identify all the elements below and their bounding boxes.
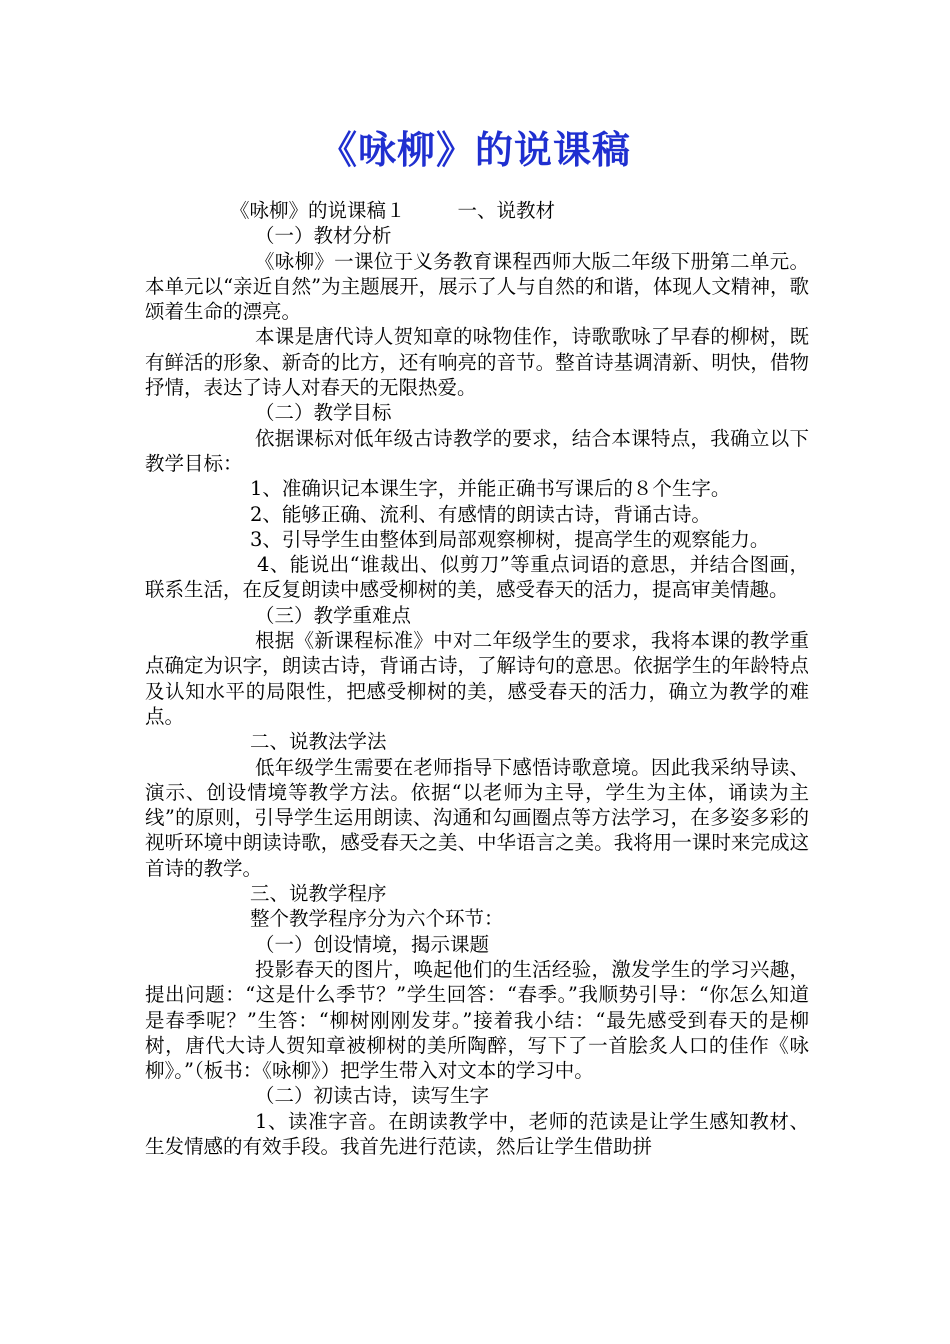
paragraph-step-two: 1、读准字音。在朗读教学中，老师的范读是让学生感知教材、生发情感的有效手段。我首先进行范读，然后让学生借助拼 <box>145 1109 809 1158</box>
paragraph-step-one: 投影春天的图片，唤起他们的生活经验，激发学生的学习兴趣，提出问题：“这是什么季节？”学生回答：“春季。”我顺势引导：“你怎么知道是春季呢？”生答：“柳树刚刚发芽。”接着我小结：“最先感受到春天的是柳树，唐代大诗人贺知章被柳树的美所陶醉，写下了一首脍炙人口的佳作《咏柳》。”（板书：《咏柳》）把学生带入对文本的学习中。 <box>145 957 809 1083</box>
paragraph-key-points-heading: （三）教学重难点 <box>255 603 412 627</box>
lesson-heading-text: 《咏柳》的说课稿１ <box>230 199 406 222</box>
paragraph-key-points: 根据《新课程标准》中对二年级学生的要求，我将本课的教学重点确定为识字，朗读古诗，背诵古诗，了解诗句的意思。依据学生的年龄特点及认知水平的局限性，把感受柳树的美，感受春天的活力，确立为教学的难点。 <box>145 629 809 728</box>
paragraph-teaching-methods: 低年级学生需要在老师指导下感悟诗歌意境。因此我采纳导读、演示、创设情境等教学方法。依据“以老师为主导，学生为主体，诵读为主线”的原则，引导学生运用朗读、沟通和勾画圈点等方法学习，在多姿多彩的视听环境中朗读诗歌，感受春天之美、中华语言之美。我将用一课时来完成这首诗的教学。 <box>145 755 809 880</box>
paragraph-material-analysis: 《咏柳》一课位于义务教育课程西师大版二年级下册第二单元。本单元以“亲近自然”为主题展开，展示了人与自然的和谐，体现人文精神，歌颂着生命的漂亮。 <box>145 249 809 324</box>
paragraph-section-three-heading: 三、说教学程序 <box>250 882 387 906</box>
paragraph-goal-1: 1、准确识记本课生字，并能正确书写课后的８个生字。 <box>250 477 731 501</box>
section-one-heading: 一、说教材 <box>457 199 556 222</box>
paragraph-teaching-goals-intro: 依据课标对低年级古诗教学的要求，结合本课特点，我确立以下教学目标： <box>145 426 809 475</box>
document-title: 《咏柳》的说课稿 <box>318 128 631 172</box>
paragraph-step-one-heading: （一）创设情境，揭示课题 <box>255 932 490 956</box>
paragraph-procedure-intro: 整个教学程序分为六个环节： <box>250 907 504 931</box>
paragraph-teaching-goals-heading: （二）教学目标 <box>255 401 392 425</box>
paragraph-step-two-heading: （二）初读古诗，读写生字 <box>255 1084 490 1108</box>
paragraph-material-analysis-heading: （一）教材分析 <box>255 224 392 248</box>
paragraph-goal-4: 4、能说出“谁裁出、似剪刀”等重点词语的意思，并结合图画，联系生活，在反复朗读中感受柳树的美，感受春天的活力，提高审美情趣。 <box>145 553 809 602</box>
paragraph-goal-3: 3、引导学生由整体到局部观察柳树，提高学生的观察能力。 <box>250 527 770 551</box>
paragraph-lesson-heading <box>145 198 809 223</box>
paragraph-section-two-heading: 二、说教法学法 <box>250 730 387 754</box>
document-body <box>145 198 809 1159</box>
paragraph-goal-2: 2、能够正确、流利、有感情的朗读古诗，背诵古诗。 <box>250 502 711 526</box>
paragraph-lesson-description: 本课是唐代诗人贺知章的咏物佳作，诗歌歌咏了早春的柳树，既有鲜活的形象、新奇的比方，还有响亮的音节。整首诗基调清新、明快，借物抒情，表达了诗人对春天的无限热爱。 <box>145 325 809 400</box>
